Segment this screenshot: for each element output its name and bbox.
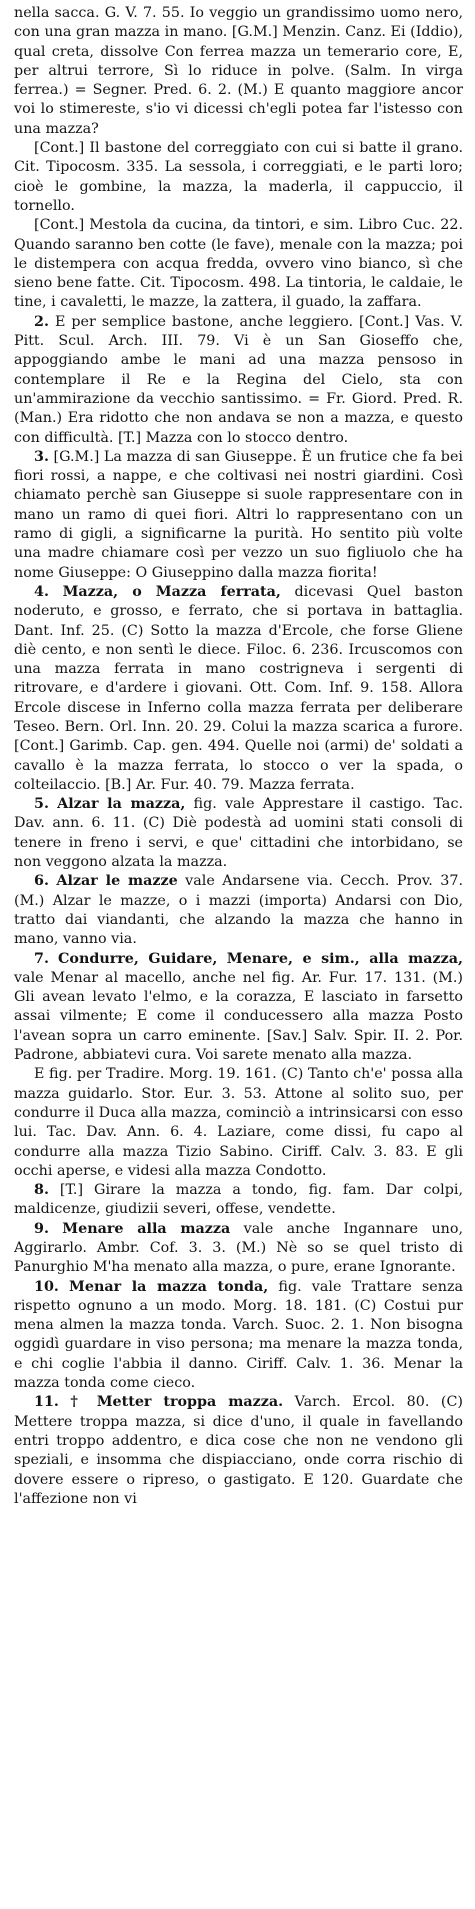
entry-text: fig. vale Apprestare il castigo. Tac. Dav. ann. 6. 11. (C) Diè podestà ad uomini stati consoli di tenere in freno i servi, e que' cittadini che intorbidano, se non veggono alzata la mazza. bbox=[14, 796, 464, 871]
lemma: Alzar la mazza, bbox=[57, 796, 186, 813]
entry-text: E fig. per Tradire. Morg. 19. 161. (C) Tanto ch'e' possa alla mazza guidarlo. Stor. Eur. 3. 53. Attone al solito suo, per condurre il Duca alla mazza, cominciò a intrinsicarsi con esso lui. Tac. Dav. Ann. 6. 4. Laziare, come dissi, fu capo al condurre alla mazza Tizio Sabino. Ciriff. Calv. 3. 83. E gli occhi aperse, e videsi alla mazza Condotto. bbox=[14, 1066, 463, 1179]
sense-number: 7. bbox=[34, 950, 49, 967]
sense-number: 2. bbox=[34, 313, 49, 330]
lemma: Menare alla mazza bbox=[62, 1220, 231, 1237]
lemma: Mazza, o Mazza ferrata, bbox=[62, 583, 281, 600]
sense-number: 3. bbox=[34, 448, 49, 465]
entry-text: vale Menar al macello, anche nel fig. Ar. Fur. 17. 131. (M.) Gli avean levato l'elmo, e la corazza, E lasciato in farsetto assai vilmente; E come il conducessero alla mazza Posto l'avean sopra un carro eminente. [Sav.] Salv. Spir. II. 2. Por. Padrone, abbiatevi cura. Voi sarete menato alla mazza. bbox=[14, 969, 463, 1064]
sense-number: 10. bbox=[34, 1278, 59, 1295]
sense-number: 6. bbox=[34, 873, 49, 890]
sense-number: 5. bbox=[34, 796, 49, 813]
entry-sense-9 bbox=[14, 1220, 463, 1278]
entry-text: vale anche Ingannare uno, Aggirarlo. Ambr. Cof. 3. 3. (M.) Nè so se quel tristo di Panurghio M'ha menato alla mazza, o pure, erane Ignorante. bbox=[14, 1220, 464, 1276]
sense-number: 8. bbox=[34, 1182, 49, 1199]
entry-sense-8 bbox=[14, 1181, 463, 1220]
entry-sense-4 bbox=[14, 583, 463, 795]
entry-sense-5 bbox=[14, 795, 463, 872]
entry-sense-11 bbox=[14, 1393, 463, 1509]
lemma: Alzar le mazze bbox=[56, 873, 178, 890]
entry-cont-correggiato bbox=[14, 139, 463, 216]
entry-text: vale Andarsene via. Cecch. Prov. 37. (M.) Alzar le mazze, o i mazzi (importa) Andarsi con Dio, tratto dai viandanti, che alzando la mazza che hanno in mano, vanno via. bbox=[14, 873, 463, 948]
entry-text: [Cont.] Il bastone del correggiato con cui si batte il grano. Cit. Tipocosm. 335. La sessola, i correggiati, e le parti loro; cioè le gombine, la mazza, la maderla, il cappuccio, il tornello. bbox=[14, 140, 463, 214]
entry-text: [Cont.] Mestola da cucina, da tintori, e sim. Libro Cuc. 22. Quando saranno ben cotte (le fave), menale con la mazza; poi le distempera con acqua fredda, ovvero vino bianco, sì che sieno bene fatte. Cit. Tipocosm. 498. La tintoria, le caldaie, le tine, i cavaletti, le mazze, la zattera, il guado, la zaffara. bbox=[14, 217, 463, 311]
entry-sense-10 bbox=[14, 1278, 463, 1394]
entry-cont-mestola bbox=[14, 216, 463, 312]
sense-number: 4. bbox=[34, 583, 49, 600]
entry-text: dicevasi Quel baston noderuto, e grosso, e ferrato, che si portava in battaglia. Dant. Inf. 25. (C) Sotto la mazza d'Ercole, che forse Gliene diè cento, e non sentì le diece. Filoc. 6. 236. Ircuscomos con una mazza ferrata in mano costrigneva i sergenti di ritrovare, e d'ardere i giovani. Ott. Com. Inf. 9. 158. Allora Ercole discese in Inferno colla mazza ferrata per deliberare Teseo. Bern. Orl. Inn. 20. 29. Colui la mazza scarica a furore. [Cont.] Garimb. Cap. gen. 494. Quelle noi (armi) de' soldati a cavallo è la mazza ferrata, lo stocco o ver la spada, o colteilaccio. [B.] Ar. Fur. 40. 79. Mazza ferrata. bbox=[14, 583, 464, 793]
entry-sense-3 bbox=[14, 448, 463, 583]
entry-sense-6 bbox=[14, 872, 463, 949]
entry-intro bbox=[14, 4, 463, 139]
entry-sense-7 bbox=[14, 950, 463, 1066]
sense-number: 9. bbox=[34, 1220, 49, 1237]
entry-text: Varch. Ercol. 80. (C) Mettere troppa mazza, si dice d'uno, il quale in favellando entri troppo addentro, e dica cose che non ne vendono gli speziali, e insomma che dispiacciano, onde corra rischio di dovere essere o ripreso, o gastigato. E 120. Guardate che l'affezione non vi bbox=[14, 1394, 463, 1507]
lemma: Menar la mazza tonda, bbox=[69, 1278, 269, 1295]
sense-number: 11. bbox=[34, 1394, 59, 1411]
entry-text: E per semplice bastone, anche leggiero. [Cont.] Vas. V. Pitt. Scul. Arch. III. 79. Vi è un San Gioseffo che, appoggiando ambe le mani ad una mazza pensoso in contemplare il Re e la Regina del Cielo, sta con un'ammirazione da vecchio santissimo. = Fr. Giord. Pred. R. (Man.) Era ridotto che non andava se non a mazza, e questo con difficultà. [T.] Mazza con lo stocco dentro. bbox=[14, 313, 463, 446]
entry-text: [T.] Girare la mazza a tondo, fig. fam. Dar colpi, maldicenze, giudizii severi, offese, vendette. bbox=[14, 1182, 464, 1218]
entry-text: nella sacca. G. V. 7. 55. Io veggio un grandissimo uomo nero, con una gran mazza in mano. [G.M.] Menzin. Canz. Ei (Iddio), qual creta, dissolve Con ferrea mazza un temerario core, E, per altrui terrore, Sì lo riduce in polve. (Salm. In virga ferrea.) = Segner. Pred. 6. 2. (M.) E quanto maggiore ancor voi lo stimereste, s'io vi dicessi ch'egli potea far l'istesso con una mazza? bbox=[14, 5, 463, 137]
entry-text: fig. vale Trattare senza rispetto ognuno a un modo. Morg. 18. 181. (C) Costui pur mena almen la mazza tonda. Varch. Suoc. 2. 1. Non bisogna oggidì guardare in viso persona; ma menare la mazza tonda, e chi coglie l'abbia il danno. Ciriff. Calv. 1. 36. Menar la mazza tonda come cieco. bbox=[14, 1278, 464, 1392]
entry-sense-2 bbox=[14, 313, 463, 448]
entry-sense-7-fig bbox=[14, 1065, 463, 1181]
lemma: Condurre, Guidare, Menare, e sim., alla mazza, bbox=[58, 950, 463, 967]
entry-text: [G.M.] La mazza di san Giuseppe. È un frutice che fa bei fiori rossi, a nappe, e che coltivasi nei nostri giardini. Così chiamato perchè san Giuseppe si suole rappresentare con in mano un ramo di quei fiori. Altri lo rappresentano con un ramo di gigli, a significarne la purità. Ho sentito più volte una madre chiamare così per vezzo un suo figliuolo che ha nome Giuseppe: O Giuseppino dalla mazza fiorita! bbox=[14, 448, 463, 581]
lemma: † Metter troppa mazza. bbox=[70, 1394, 284, 1411]
